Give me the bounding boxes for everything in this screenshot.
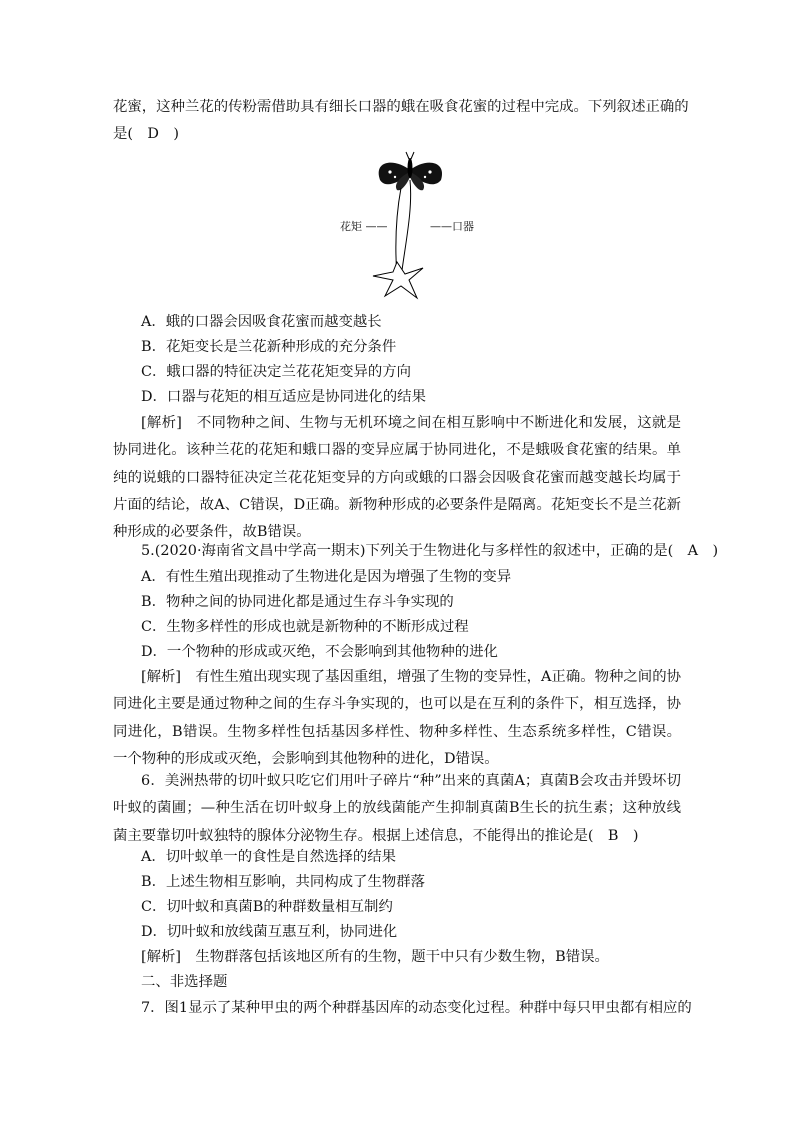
q4-option-c: C．蛾口器的特征决定兰花花矩变异的方向 [141,364,412,380]
q6-stem: 6．美洲热带的切叶蚁只吃它们用叶子碎片“种”出来的真菌A；真菌B会攻击并毁坏切叶蚁的菌圃；—种生活在切叶蚁身上的放线菌能产生抑制真菌B生长的抗生素；这种放线菌主要靠切叶蚁独特的腺体分泌物生存。根据上述信息，不能得出的推论是( B ) [113,773,681,844]
q4-analysis [113,410,681,546]
q5-option-d: D．一个物种的形成或灭绝，不会影响到其他物种的进化 [141,644,498,660]
analysis-text: 有性生殖出现实现了基因重组，增强了生物的变异性，A正确。物种之间的协同进化主要是通过物种之间的生存斗争实现的，也可以是在互利的条件下，相互选择，协同进化，B错误。生物多样性包括基因多样性、物种多样性、生态系统多样性，C错误。一个物种的形成或灭绝，会影响到其他物种的进化，D错误。 [113,669,681,767]
q4-option-d: D．口器与花矩的相互适应是协同进化的结果 [141,389,426,405]
analysis-text: 生物群落包括该地区所有的生物，题干中只有少数生物，B错误。 [181,949,609,965]
q5-option-c: C．生物多样性的形成也就是新物种的不断形成过程 [141,619,469,635]
q6-option-c: C．切叶蚁和真菌B的种群数量相互制约 [141,899,393,915]
moth-orchid-figure [335,150,485,302]
q6-analysis [141,946,609,968]
intro-line-2: 是( D ) [113,126,179,142]
q7-stem: 7．图1显示了某种甲虫的两个种群基因库的动态变化过程。种群中每只甲虫都有相应的 [141,1000,692,1016]
q6-option-d: D．切叶蚁和放线菌互惠互利，协同进化 [141,924,398,940]
spur-label: 花矩 —— [340,220,388,233]
mouthpart-label: ——口器 [430,220,474,233]
section-heading: 二、非选择题 [141,974,228,990]
q6-option-b: B．上述生物相互影响，共同构成了生物群落 [141,874,425,890]
q5-stem: 5.(2020·海南省文昌中学高一期末)下列关于生物进化与多样性的叙述中，正确的是( A ) [141,543,719,559]
q6-option-a: A．切叶蚁单一的食性是自然选择的结果 [141,849,397,865]
q5-option-a: A．有性生殖出现推动了生物进化是因为增强了生物的变异 [141,569,512,585]
q4-option-b: B．花矩变长是兰花新种形成的充分条件 [141,339,397,355]
analysis-tag: [解析] [141,669,182,685]
intro-line-1: 花蜜，这种兰花的传粉需借助具有细长口器的蛾在吸食花蜜的过程中完成。下列叙述正确的 [113,99,689,115]
analysis-text: 不同物种之间、生物与无机环境之间在相互影响中不断进化和发展，这就是协同进化。该种兰花的花矩和蛾口器的变异应属于协同进化，不是蛾吸食花蜜的结果。单纯的说蛾的口器特征决定兰花花矩变异的方向或蛾的口器会因吸食花蜜而越变越长均属于片面的结论，故A、C错误，D正确。新物种形成的必要条件是隔离。花矩变长不是兰花新种形成的必要条件，故B错误。 [113,415,681,541]
analysis-tag: [解析] [141,949,182,965]
q5-option-b: B．物种之间的协同进化都是通过生存斗争实现的 [141,594,454,610]
q5-analysis [113,664,681,773]
q4-option-a: A．蛾的口器会因吸食花蜜而越变越长 [141,314,382,330]
analysis-tag: [解析] [141,415,182,431]
